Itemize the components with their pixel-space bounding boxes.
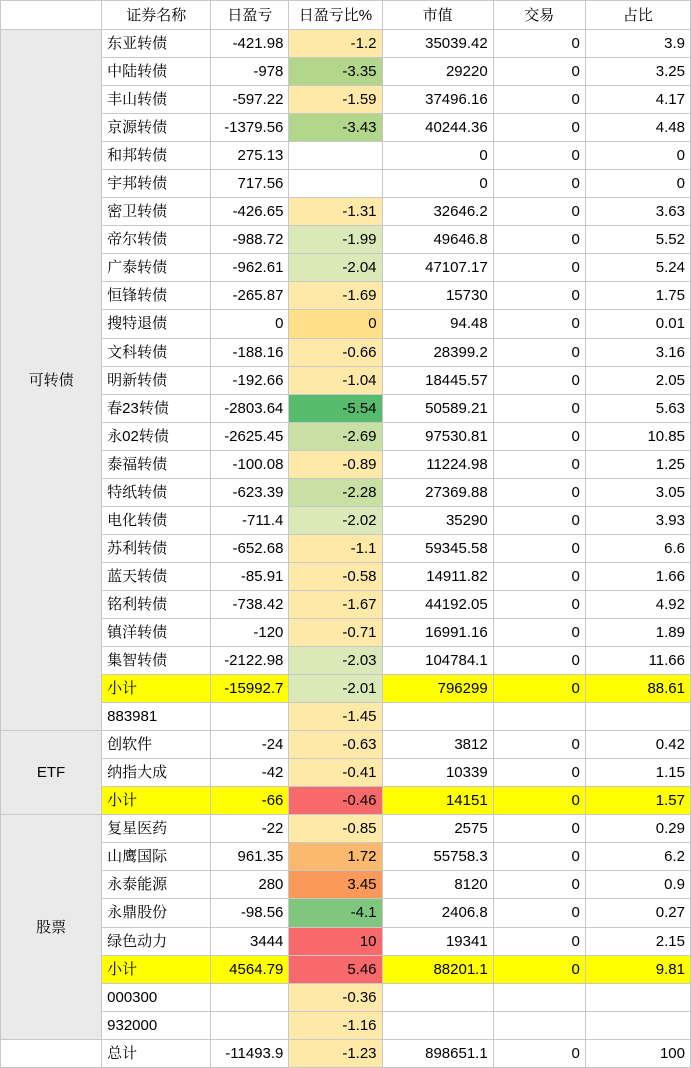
- daily-pl-ratio-value: -2.03: [289, 647, 382, 675]
- table-row[interactable]: [1, 30, 691, 58]
- daily-pl-value: -98.56: [211, 899, 289, 927]
- security-name: 绿色动力: [102, 927, 211, 955]
- daily-pl-value: [211, 703, 289, 731]
- total-group-blank: [1, 1039, 102, 1067]
- daily-pl-value: -100.08: [211, 450, 289, 478]
- market-value: 28399.2: [382, 338, 493, 366]
- column-header-share: 占比: [585, 1, 690, 30]
- daily-pl-ratio-value: -1.31: [289, 198, 382, 226]
- security-name: 丰山转债: [102, 86, 211, 114]
- market-value: 94.48: [382, 310, 493, 338]
- market-value: 88201.1: [382, 955, 493, 983]
- market-value: 49646.8: [382, 226, 493, 254]
- security-name: 镇洋转债: [102, 618, 211, 646]
- daily-pl-value: -15992.7: [211, 675, 289, 703]
- market-value: 104784.1: [382, 647, 493, 675]
- column-header-daily-pl: 日盈亏: [211, 1, 289, 30]
- market-value: 2406.8: [382, 899, 493, 927]
- market-value: 47107.17: [382, 254, 493, 282]
- trade-value: 0: [493, 58, 585, 86]
- daily-pl-ratio-value: -4.1: [289, 899, 382, 927]
- share-value: 3.05: [585, 478, 690, 506]
- security-name: 泰福转债: [102, 450, 211, 478]
- column-header-name: 证券名称: [102, 1, 211, 30]
- group-label-1: 可转债: [1, 30, 102, 731]
- market-value: 40244.36: [382, 114, 493, 142]
- market-value: 29220: [382, 58, 493, 86]
- daily-pl-ratio-value: 10: [289, 927, 382, 955]
- daily-pl-ratio-value: [289, 142, 382, 170]
- share-value: 6.6: [585, 534, 690, 562]
- table-row[interactable]: [1, 983, 691, 1011]
- daily-pl-value: -66: [211, 787, 289, 815]
- daily-pl-value: -1379.56: [211, 114, 289, 142]
- daily-pl-value: -738.42: [211, 590, 289, 618]
- daily-pl-value: 717.56: [211, 170, 289, 198]
- market-value: 0: [382, 170, 493, 198]
- trade-value: 0: [493, 843, 585, 871]
- table-row[interactable]: [1, 422, 691, 450]
- market-value: 15730: [382, 282, 493, 310]
- trade-value: 0: [493, 366, 585, 394]
- group-label-2: ETF: [1, 731, 102, 815]
- total-share: 100: [585, 1039, 690, 1067]
- total-daily-pl-ratio: -1.23: [289, 1039, 382, 1067]
- column-header-market-value: 市值: [382, 1, 493, 30]
- share-value: 11.66: [585, 647, 690, 675]
- column-header-daily-pl-ratio: 日盈亏比%: [289, 1, 382, 30]
- security-name: 纳指大成: [102, 759, 211, 787]
- daily-pl-ratio-value: -2.28: [289, 478, 382, 506]
- trade-value: 0: [493, 759, 585, 787]
- trade-value: 0: [493, 815, 585, 843]
- share-value: 2.05: [585, 366, 690, 394]
- table-row[interactable]: [1, 226, 691, 254]
- security-name: 永泰能源: [102, 871, 211, 899]
- share-value: 1.75: [585, 282, 690, 310]
- market-value: 10339: [382, 759, 493, 787]
- total-daily-pl: -11493.9: [211, 1039, 289, 1067]
- share-value: 10.85: [585, 422, 690, 450]
- security-name: 创软件: [102, 731, 211, 759]
- group-label-3: 股票: [1, 815, 102, 1039]
- table-row[interactable]: [1, 675, 691, 703]
- share-value: 5.52: [585, 226, 690, 254]
- trade-value: 0: [493, 198, 585, 226]
- table-body: [1, 30, 691, 1068]
- market-value: 2575: [382, 815, 493, 843]
- market-value: 0: [382, 142, 493, 170]
- share-value: 3.63: [585, 198, 690, 226]
- share-value: 4.17: [585, 86, 690, 114]
- table-row[interactable]: [1, 198, 691, 226]
- daily-pl-ratio-value: -0.36: [289, 983, 382, 1011]
- trade-value: 0: [493, 562, 585, 590]
- share-value: 9.81: [585, 955, 690, 983]
- market-value: 14151: [382, 787, 493, 815]
- daily-pl-ratio-value: -2.02: [289, 506, 382, 534]
- share-value: 1.89: [585, 618, 690, 646]
- trade-value: 0: [493, 226, 585, 254]
- market-value: [382, 983, 493, 1011]
- market-value: 14911.82: [382, 562, 493, 590]
- daily-pl-ratio-value: -2.69: [289, 422, 382, 450]
- daily-pl-ratio-value: -0.66: [289, 338, 382, 366]
- security-name: 特纸转债: [102, 478, 211, 506]
- trade-value: 0: [493, 927, 585, 955]
- table-row[interactable]: [1, 394, 691, 422]
- market-value: 50589.21: [382, 394, 493, 422]
- table-row[interactable]: [1, 58, 691, 86]
- market-value: 27369.88: [382, 478, 493, 506]
- daily-pl-value: 280: [211, 871, 289, 899]
- daily-pl-ratio-value: -0.89: [289, 450, 382, 478]
- daily-pl-value: -24: [211, 731, 289, 759]
- market-value: 37496.16: [382, 86, 493, 114]
- share-value: 0: [585, 142, 690, 170]
- table-row[interactable]: [1, 759, 691, 787]
- trade-value: 0: [493, 338, 585, 366]
- daily-pl-ratio-value: -0.41: [289, 759, 382, 787]
- market-value: 44192.05: [382, 590, 493, 618]
- table-row[interactable]: [1, 843, 691, 871]
- share-value: 1.25: [585, 450, 690, 478]
- table-row[interactable]: [1, 1011, 691, 1039]
- daily-pl-value: -962.61: [211, 254, 289, 282]
- market-value: 59345.58: [382, 534, 493, 562]
- table-row[interactable]: [1, 254, 691, 282]
- table-row[interactable]: [1, 478, 691, 506]
- daily-pl-value: -711.4: [211, 506, 289, 534]
- daily-pl-ratio-value: -2.01: [289, 675, 382, 703]
- market-value: 11224.98: [382, 450, 493, 478]
- security-name: 东亚转债: [102, 30, 211, 58]
- security-name: 中陆转债: [102, 58, 211, 86]
- table-row[interactable]: [1, 927, 691, 955]
- market-value: 18445.57: [382, 366, 493, 394]
- daily-pl-value: -2625.45: [211, 422, 289, 450]
- index-name: 000300: [102, 983, 211, 1011]
- security-name: 宇邦转债: [102, 170, 211, 198]
- daily-pl-value: -421.98: [211, 30, 289, 58]
- daily-pl-value: 275.13: [211, 142, 289, 170]
- table-row[interactable]: [1, 787, 691, 815]
- table-row[interactable]: [1, 562, 691, 590]
- security-name: 复星医药: [102, 815, 211, 843]
- table-row[interactable]: [1, 590, 691, 618]
- security-name: 明新转债: [102, 366, 211, 394]
- daily-pl-ratio-value: -1.69: [289, 282, 382, 310]
- security-name: 电化转债: [102, 506, 211, 534]
- daily-pl-value: -2122.98: [211, 647, 289, 675]
- security-name: 搜特退债: [102, 310, 211, 338]
- share-value: 0: [585, 170, 690, 198]
- daily-pl-ratio-value: -1.16: [289, 1011, 382, 1039]
- market-value: 32646.2: [382, 198, 493, 226]
- trade-value: 0: [493, 310, 585, 338]
- index-name: 883981: [102, 703, 211, 731]
- table-row[interactable]: [1, 366, 691, 394]
- share-value: [585, 983, 690, 1011]
- header-row: [1, 1, 691, 30]
- market-value: 19341: [382, 927, 493, 955]
- daily-pl-value: -192.66: [211, 366, 289, 394]
- security-name: 小计: [102, 955, 211, 983]
- daily-pl-ratio-value: -3.43: [289, 114, 382, 142]
- daily-pl-value: 4564.79: [211, 955, 289, 983]
- trade-value: 0: [493, 478, 585, 506]
- table-row[interactable]: [1, 170, 691, 198]
- total-row[interactable]: [1, 1039, 691, 1067]
- daily-pl-ratio-value: -3.35: [289, 58, 382, 86]
- security-name: 永02转债: [102, 422, 211, 450]
- market-value: 35290: [382, 506, 493, 534]
- trade-value: 0: [493, 450, 585, 478]
- share-value: 88.61: [585, 675, 690, 703]
- daily-pl-ratio-value: -1.1: [289, 534, 382, 562]
- table-row[interactable]: [1, 815, 691, 843]
- share-value: 6.2: [585, 843, 690, 871]
- total-market-value: 898651.1: [382, 1039, 493, 1067]
- share-value: 3.9: [585, 30, 690, 58]
- table-row[interactable]: [1, 142, 691, 170]
- share-value: [585, 703, 690, 731]
- daily-pl-value: -42: [211, 759, 289, 787]
- trade-value: [493, 983, 585, 1011]
- table-row[interactable]: [1, 86, 691, 114]
- table-row[interactable]: [1, 534, 691, 562]
- share-value: 0.29: [585, 815, 690, 843]
- market-value: 16991.16: [382, 618, 493, 646]
- security-name: 蓝天转债: [102, 562, 211, 590]
- trade-value: 0: [493, 170, 585, 198]
- share-value: 1.66: [585, 562, 690, 590]
- daily-pl-ratio-value: -1.67: [289, 590, 382, 618]
- share-value: 5.24: [585, 254, 690, 282]
- trade-value: 0: [493, 282, 585, 310]
- table-row[interactable]: [1, 282, 691, 310]
- security-name: 小计: [102, 787, 211, 815]
- total-trade: 0: [493, 1039, 585, 1067]
- daily-pl-value: -2803.64: [211, 394, 289, 422]
- trade-value: 0: [493, 394, 585, 422]
- table-row[interactable]: [1, 703, 691, 731]
- security-name: 广泰转债: [102, 254, 211, 282]
- table-row[interactable]: [1, 871, 691, 899]
- market-value: 55758.3: [382, 843, 493, 871]
- share-value: 5.63: [585, 394, 690, 422]
- daily-pl-ratio-value: 0: [289, 310, 382, 338]
- table-row[interactable]: [1, 899, 691, 927]
- table-row[interactable]: [1, 647, 691, 675]
- market-value: [382, 703, 493, 731]
- trade-value: 0: [493, 731, 585, 759]
- table-row[interactable]: [1, 506, 691, 534]
- trade-value: 0: [493, 534, 585, 562]
- trade-value: [493, 1011, 585, 1039]
- daily-pl-ratio-value: -1.99: [289, 226, 382, 254]
- trade-value: [493, 703, 585, 731]
- trade-value: 0: [493, 787, 585, 815]
- market-value: [382, 1011, 493, 1039]
- table-row[interactable]: [1, 450, 691, 478]
- trade-value: 0: [493, 30, 585, 58]
- daily-pl-ratio-value: -0.58: [289, 562, 382, 590]
- market-value: 8120: [382, 871, 493, 899]
- index-name: 932000: [102, 1011, 211, 1039]
- daily-pl-value: -988.72: [211, 226, 289, 254]
- trade-value: 0: [493, 142, 585, 170]
- trade-value: 0: [493, 506, 585, 534]
- share-value: 3.93: [585, 506, 690, 534]
- share-value: 0.01: [585, 310, 690, 338]
- total-label: 总计: [102, 1039, 211, 1067]
- daily-pl-value: -188.16: [211, 338, 289, 366]
- security-name: 苏利转债: [102, 534, 211, 562]
- security-name: 集智转债: [102, 647, 211, 675]
- daily-pl-ratio-value: -1.2: [289, 30, 382, 58]
- trade-value: 0: [493, 590, 585, 618]
- share-value: 3.16: [585, 338, 690, 366]
- security-name: 铭利转债: [102, 590, 211, 618]
- table-row[interactable]: [1, 955, 691, 983]
- daily-pl-ratio-value: 5.46: [289, 955, 382, 983]
- daily-pl-value: -978: [211, 58, 289, 86]
- daily-pl-value: -85.91: [211, 562, 289, 590]
- share-value: 1.15: [585, 759, 690, 787]
- trade-value: 0: [493, 675, 585, 703]
- security-name: 春23转债: [102, 394, 211, 422]
- market-value: 796299: [382, 675, 493, 703]
- daily-pl-ratio-value: -1.45: [289, 703, 382, 731]
- trade-value: 0: [493, 899, 585, 927]
- daily-pl-ratio-value: -2.04: [289, 254, 382, 282]
- share-value: 0.42: [585, 731, 690, 759]
- daily-pl-value: [211, 1011, 289, 1039]
- security-name: 京源转债: [102, 114, 211, 142]
- trade-value: 0: [493, 422, 585, 450]
- table-row[interactable]: [1, 310, 691, 338]
- daily-pl-ratio-value: -0.85: [289, 815, 382, 843]
- daily-pl-value: 3444: [211, 927, 289, 955]
- table-row[interactable]: [1, 731, 691, 759]
- share-value: 0.27: [585, 899, 690, 927]
- share-value: 1.57: [585, 787, 690, 815]
- daily-pl-ratio-value: -0.46: [289, 787, 382, 815]
- share-value: 2.15: [585, 927, 690, 955]
- column-header-group: [1, 1, 102, 30]
- daily-pl-value: -652.68: [211, 534, 289, 562]
- security-name: 帝尔转债: [102, 226, 211, 254]
- table-row[interactable]: [1, 338, 691, 366]
- daily-pl-value: -597.22: [211, 86, 289, 114]
- share-value: 4.92: [585, 590, 690, 618]
- daily-pl-value: 0: [211, 310, 289, 338]
- security-name: 小计: [102, 675, 211, 703]
- security-name: 山鹰国际: [102, 843, 211, 871]
- daily-pl-ratio-value: -1.59: [289, 86, 382, 114]
- trade-value: 0: [493, 254, 585, 282]
- share-value: [585, 1011, 690, 1039]
- share-value: 0.9: [585, 871, 690, 899]
- daily-pl-ratio-value: 1.72: [289, 843, 382, 871]
- daily-pl-ratio-value: -5.54: [289, 394, 382, 422]
- daily-pl-value: -22: [211, 815, 289, 843]
- daily-pl-value: -623.39: [211, 478, 289, 506]
- daily-pl-value: 961.35: [211, 843, 289, 871]
- daily-pl-ratio-value: -0.71: [289, 618, 382, 646]
- trade-value: 0: [493, 871, 585, 899]
- daily-pl-ratio-value: -0.63: [289, 731, 382, 759]
- market-value: 35039.42: [382, 30, 493, 58]
- table-header: [1, 1, 691, 30]
- daily-pl-ratio-value: 3.45: [289, 871, 382, 899]
- trade-value: 0: [493, 647, 585, 675]
- daily-pl-value: -426.65: [211, 198, 289, 226]
- daily-pl-ratio-value: [289, 170, 382, 198]
- security-name: 和邦转债: [102, 142, 211, 170]
- column-header-trade: 交易: [493, 1, 585, 30]
- table-row[interactable]: [1, 618, 691, 646]
- security-name: 密卫转债: [102, 198, 211, 226]
- market-value: 97530.81: [382, 422, 493, 450]
- trade-value: 0: [493, 86, 585, 114]
- daily-pl-value: -120: [211, 618, 289, 646]
- share-value: 3.25: [585, 58, 690, 86]
- security-name: 永鼎股份: [102, 899, 211, 927]
- trade-value: 0: [493, 114, 585, 142]
- trade-value: 0: [493, 618, 585, 646]
- daily-pl-ratio-value: -1.04: [289, 366, 382, 394]
- trade-value: 0: [493, 955, 585, 983]
- table-row[interactable]: [1, 114, 691, 142]
- daily-pl-value: -265.87: [211, 282, 289, 310]
- market-value: 3812: [382, 731, 493, 759]
- security-name: 恒锋转债: [102, 282, 211, 310]
- share-value: 4.48: [585, 114, 690, 142]
- security-name: 文科转债: [102, 338, 211, 366]
- daily-pl-value: [211, 983, 289, 1011]
